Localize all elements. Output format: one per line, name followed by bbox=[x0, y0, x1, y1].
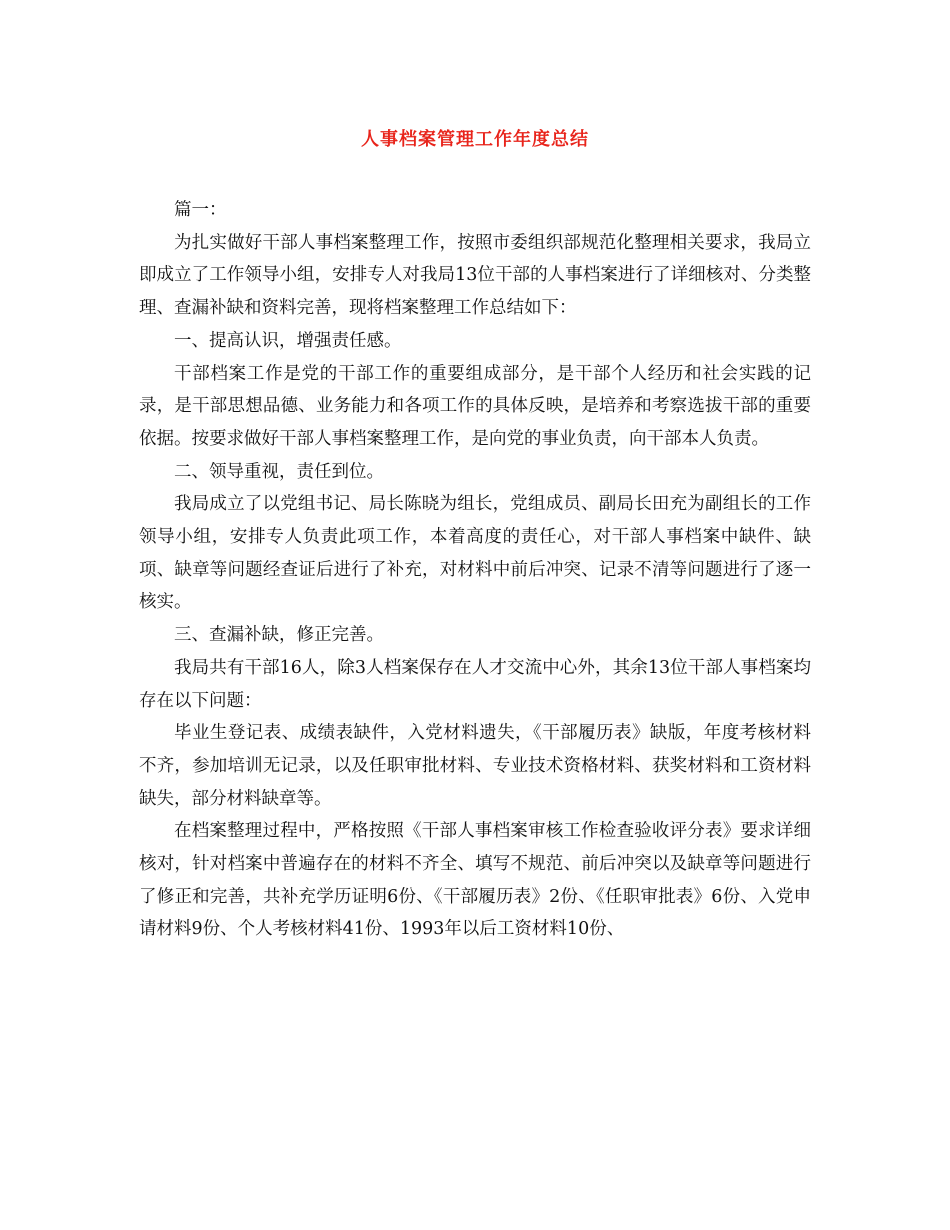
paragraph-section-3c: 在档案整理过程中，严格按照《干部人事档案审核工作检查验收评分表》要求详细核对，针对档案中普遍存在的材料不齐全、填写不规范、前后冲突以及缺章等问题进行了修正和完善，共补充学历证明6份、《干部履历表》2份、《任职审批表》6份、入党申请材料9份、个人考核材料41份、1993年以后工资材料10份、 bbox=[139, 821, 811, 940]
document-body bbox=[139, 194, 811, 946]
paragraph-section-1: 干部档案工作是党的干部工作的重要组成部分，是干部个人经历和社会实践的记录，是干部思想品德、业务能力和各项工作的具体反映，是培养和考察选拔干部的重要依据。按要求做好干部人事档案整理工作，是向党的事业负责，向干部本人负责。 bbox=[139, 363, 811, 449]
heading-section-2: 二、领导重视，责任到位。 bbox=[174, 461, 384, 482]
heading-section-1: 一、提高认识，增强责任感。 bbox=[174, 330, 402, 351]
paragraph-section-2: 我局成立了以党组书记、局长陈晓为组长，党组成员、副局长田充为副组长的工作领导小组，安排专人负责此项工作，本着高度的责任心，对干部人事档案中缺件、缺项、缺章等问题经查证后进行了补充，对材料中前后冲突、记录不清等问题进行了逐一核实。 bbox=[139, 494, 811, 613]
document-title: 人事档案管理工作年度总结 bbox=[361, 129, 589, 150]
paragraph-section-3a: 我局共有干部16人，除3人档案保存在人才交流中心外，其余13位干部人事档案均存在以下问题： bbox=[139, 657, 811, 711]
paragraph-intro: 为扎实做好干部人事档案整理工作，按照市委组织部规范化整理相关要求，我局立即成立了工作领导小组，安排专人对我局13位干部的人事档案进行了详细核对、分类整理、查漏补缺和资料完善，现将档案整理工作总结如下： bbox=[139, 232, 811, 319]
paragraph-section-3b: 毕业生登记表、成绩表缺件，入党材料遗失，《干部履历表》缺版，年度考核材料不齐，参加培训无记录，以及任职审批材料、专业技术资格材料、获奖材料和工资材料缺失，部分材料缺章等。 bbox=[139, 723, 811, 809]
paragraph-section-label: 篇一： bbox=[174, 200, 227, 220]
heading-section-3: 三、查漏补缺，修正完善。 bbox=[174, 625, 384, 646]
